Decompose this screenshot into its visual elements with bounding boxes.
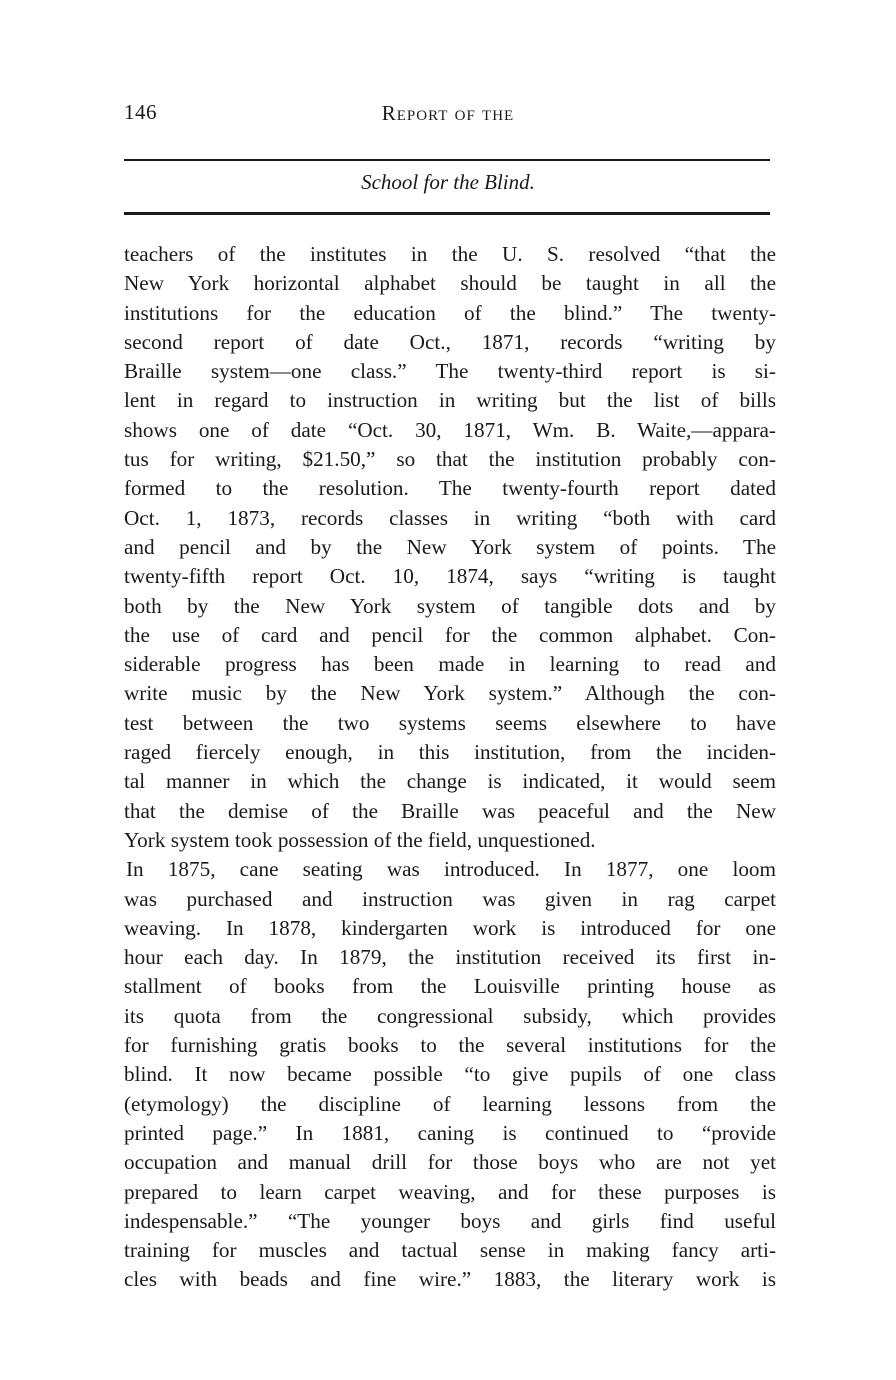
- text-line: tal manner in which the change is indicated, it would seem: [124, 769, 776, 794]
- text-line: indespensable.” “The younger boys and girls find useful: [124, 1208, 776, 1233]
- paragraph-start-line: In 1875, cane seating was introduced. In 1877, one loom: [126, 857, 776, 882]
- text-line: occupation and manual drill for those boys who are not yet: [124, 1150, 776, 1175]
- text-line: Braille system—one class.” The twenty-third report is si-: [124, 359, 776, 384]
- page-number: 146: [124, 100, 157, 124]
- text-line: formed to the resolution. The twenty-fourth report dated: [124, 476, 776, 501]
- text-line: write music by the New York system.” Although the con-: [124, 681, 776, 706]
- text-line: hour each day. In 1879, the institution received its first in-: [124, 945, 776, 970]
- text-line: for furnishing gratis books to the several institutions for the: [124, 1033, 776, 1058]
- text-line: stallment of books from the Louisville printing house as: [124, 974, 776, 999]
- text-line: Oct. 1, 1873, records classes in writing “both with card: [124, 505, 776, 530]
- text-line: the use of card and pencil for the common alphabet. Con-: [124, 622, 776, 647]
- text-line: blind. It now became possible “to give pupils of one class: [124, 1062, 776, 1087]
- text-line: institutions for the education of the blind.” The twenty-: [124, 300, 776, 325]
- text-line: that the demise of the Braille was peaceful and the New: [124, 798, 776, 823]
- text-line: New York horizontal alphabet should be taught in all the: [124, 271, 776, 296]
- text-line: raged fiercely enough, in this institution, from the inciden-: [124, 740, 776, 765]
- text-line: cles with beads and fine wire.” 1883, the literary work is: [124, 1267, 776, 1292]
- text-line: test between the two systems seems elsewhere to have: [124, 710, 776, 735]
- text-line: was purchased and instruction was given in rag carpet: [124, 886, 776, 911]
- text-line: lent in regard to instruction in writing but the list of bills: [124, 388, 776, 413]
- header-rule-bottom: [124, 212, 770, 215]
- body-text: [124, 240, 776, 1295]
- text-line: second report of date Oct., 1871, records “writing by: [124, 329, 776, 354]
- text-line: weaving. In 1878, kindergarten work is introduced for one: [124, 915, 776, 940]
- section-title: School for the Blind.: [361, 170, 535, 194]
- running-head: Report of the: [381, 101, 515, 125]
- text-line: printed page.” In 1881, caning is continued to “provide: [124, 1120, 776, 1145]
- text-line: twenty-fifth report Oct. 10, 1874, says “writing is taught: [124, 564, 776, 589]
- text-line: and pencil and by the New York system of points. The: [124, 534, 776, 559]
- text-line: teachers of the institutes in the U. S. resolved “that the: [124, 242, 776, 266]
- text-line: prepared to learn carpet weaving, and for these purposes is: [124, 1179, 776, 1204]
- text-line: (etymology) the discipline of learning lessons from the: [124, 1091, 776, 1116]
- text-line: shows one of date “Oct. 30, 1871, Wm. B. Waite,—appara-: [124, 417, 776, 442]
- text-line: York system took possession of the field, unquestioned.: [124, 827, 596, 852]
- text-line: both by the New York system of tangible dots and by: [124, 593, 776, 618]
- text-line: tus for writing, $21.50,” so that the institution probably con-: [124, 447, 776, 472]
- text-line: siderable progress has been made in learning to read and: [124, 652, 776, 677]
- text-line: its quota from the congressional subsidy, which provides: [124, 1003, 776, 1028]
- header-rule-top: [124, 159, 770, 161]
- text-line: training for muscles and tactual sense in making fancy arti-: [124, 1238, 776, 1263]
